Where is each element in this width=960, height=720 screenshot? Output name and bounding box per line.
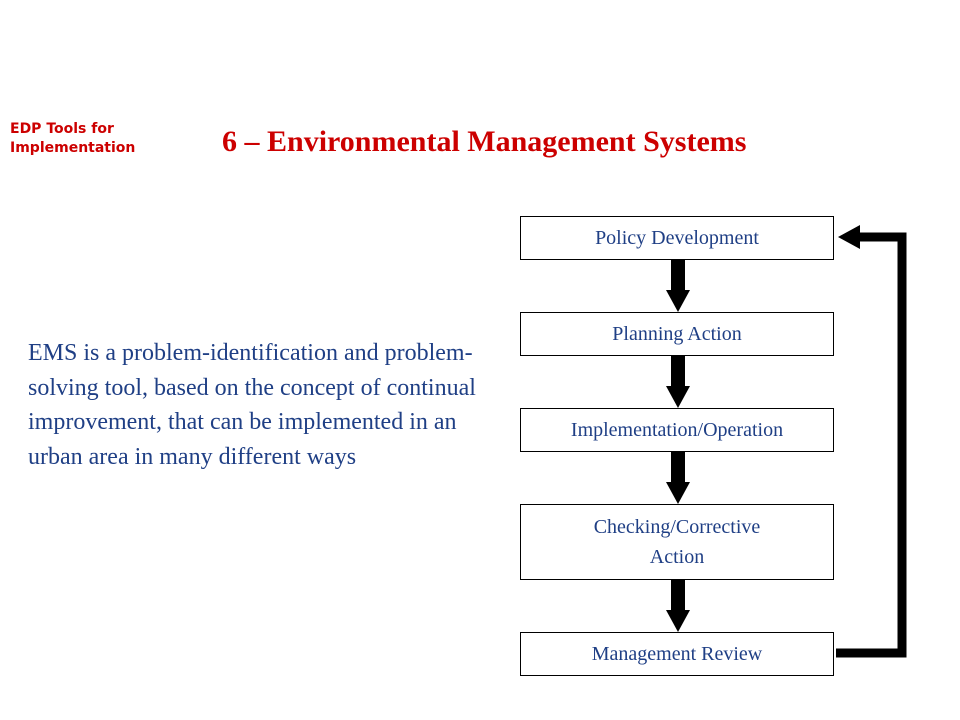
header-tag-line-2: Implementation [10, 140, 136, 156]
down-arrow-3 [666, 452, 690, 504]
down-arrow-1 [666, 260, 690, 312]
down-arrow-2 [666, 356, 690, 408]
flow-step-label: Policy Development [595, 227, 759, 249]
page-title: 6 – Environmental Management Systems [222, 125, 747, 158]
flow-step-label: Management Review [591, 643, 763, 665]
flow-step-label: Checking/Corrective [593, 516, 761, 538]
down-arrow-4 [666, 580, 690, 632]
feedback-loop-arrow [836, 225, 902, 653]
flow-step-label: Planning Action [612, 323, 742, 345]
header-tag-line-1: EDP Tools for [10, 121, 114, 137]
flow-step-label-line-2: Action [649, 546, 705, 568]
flow-step-label: Implementation/Operation [570, 419, 784, 441]
body-paragraph: EMS is a problem-identification and problem-solving tool, based on the concept of continual improvement, that can be implemented in an urban area in many different ways [28, 340, 476, 470]
